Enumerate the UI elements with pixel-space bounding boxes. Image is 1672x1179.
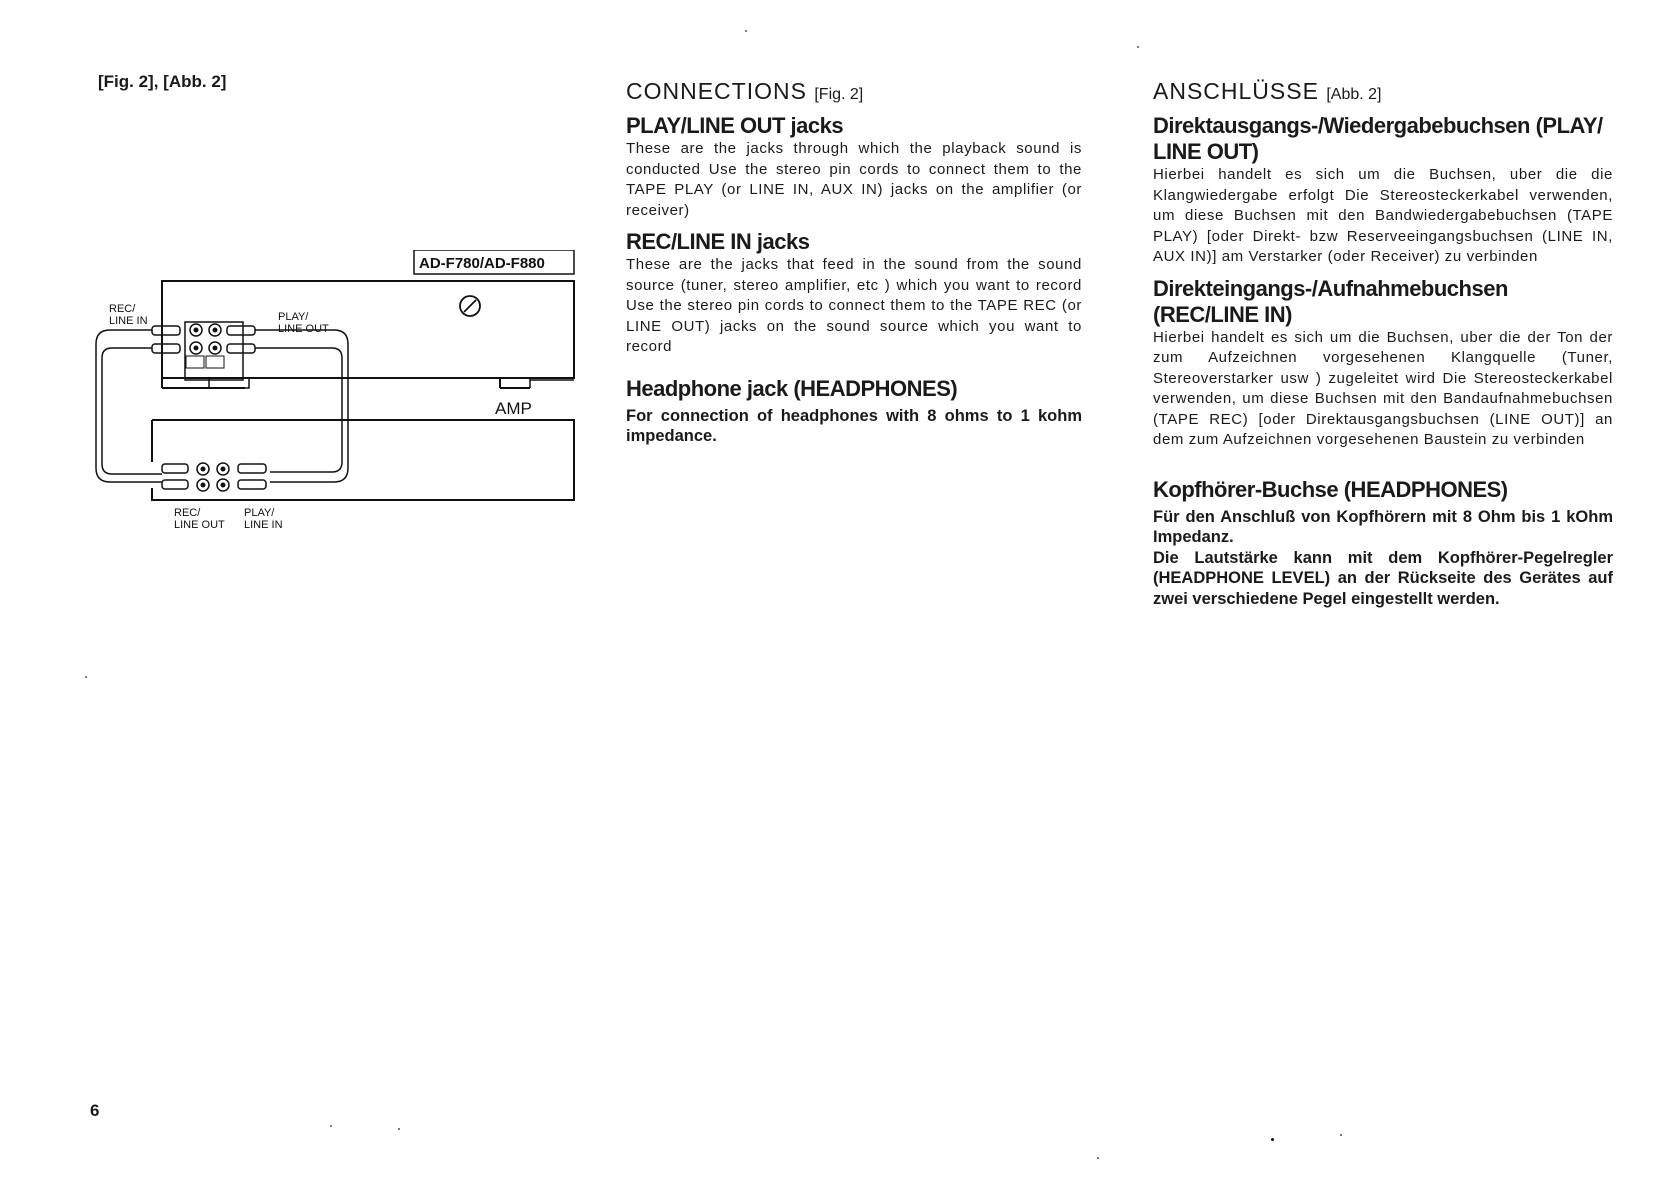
section-text: For connection of headphones with 8 ohms to 1 kohm impedance. <box>626 406 1082 445</box>
speck <box>398 1128 400 1130</box>
section-text: Für den Anschluß von Kopfhörern mit 8 Ohm bis 1 kOhm Impedanz. <box>1153 507 1613 546</box>
figure-label: [Fig. 2], [Abb. 2] <box>98 72 227 91</box>
section-text: These are the jacks that feed in the sound from the sound source (tuner, stereo amplifier, etc ) which you want to record Use the stereo pin cords to connect them to the TAPE REC (or LINE OUT) jacks on the sound source which you want to record <box>626 256 1082 355</box>
speck <box>330 1125 332 1127</box>
english-title: CONNECTIONS [Fig. 2] <box>626 78 864 104</box>
page-number: 6 <box>90 1101 100 1120</box>
deck-rec-label-1: REC/ <box>109 303 136 315</box>
deck-plugs-icon <box>152 326 255 353</box>
german-column <box>1153 78 1613 609</box>
amp-label: AMP <box>495 399 532 418</box>
english-column <box>626 78 1082 447</box>
cables <box>96 330 348 482</box>
section-text: Die Lautstärke kann mit dem Kopfhörer-Pegelregler (HEADPHONE LEVEL) an der Rückseite des Gerätes auf zwei verschiedene Pegel eingestellt werden. <box>1153 548 1613 608</box>
speck <box>1340 1134 1342 1136</box>
deck-rec-label-2: LINE IN <box>109 315 148 327</box>
section-text: These are the jacks through which the playback sound is conducted Use the stereo pin cords to connect them to the TAPE PLAY (or LINE IN, AUX IN) jacks on the amplifier (or receiver) <box>626 140 1082 219</box>
section-heading: REC/LINE IN jacks <box>626 229 810 254</box>
section-heading: Direkteingangs-/Aufnahmebuchsen (REC/LINE IN) <box>1153 275 1508 327</box>
deck-play-label-1: PLAY/ <box>278 311 309 323</box>
section-heading: Headphone jack (HEADPHONES) <box>626 375 958 401</box>
speck <box>1271 1138 1274 1141</box>
german-title: ANSCHLÜSSE [Abb. 2] <box>1153 78 1382 104</box>
amp-rec-label-1: REC/ <box>174 507 201 519</box>
deck-play-label-2: LINE OUT <box>278 323 329 335</box>
speck <box>1137 46 1139 48</box>
amp-rec-label-2: LINE OUT <box>174 519 225 531</box>
knob-icon <box>460 296 480 316</box>
speck <box>85 676 87 678</box>
model-label: AD-F780/AD-F880 <box>419 255 545 272</box>
section-heading: PLAY/LINE OUT jacks <box>626 113 844 138</box>
section-text: Hierbei handelt es sich um die Buchsen, uber die der Ton der zum Aufzeichnen vorgesehenen Klangquelle (Tuner, Stereoverstarker usw ) zugeleitet wird Die Stereosteckerkabel verwenden, um diese Buchsen mit den Bandaufnahmebuchsen (TAPE REC) [oder Direktausgangsbuchsen (LINE OUT)] an dem zum Aufzeichnen vorgesehenen Baustein zu verbinden <box>1153 328 1613 448</box>
speck <box>745 30 747 32</box>
section-heading: Kopfhörer-Buchse (HEADPHONES) <box>1153 476 1508 502</box>
amp-play-label-2: LINE IN <box>244 519 283 531</box>
section-text: Hierbei handelt es sich um die Buchsen, uber die die Klangwiedergabe erfolgt Die Stereosteckerkabel verwenden, um diese Buchsen mit den Bandwiedergabebuchsen (TAPE PLAY) [oder Direkt- bzw Reserveeingangsbuchsen (LINE IN, AUX IN)] am Verstarker (oder Receiver) zu verbinden <box>1153 166 1613 265</box>
connection-diagram <box>90 250 590 570</box>
speck <box>1097 1157 1099 1159</box>
deck-jacks-icon <box>186 324 224 368</box>
section-heading: Direktausgangs-/Wiedergabebuchsen (PLAY/ LINE OUT) <box>1153 113 1603 164</box>
amp-jacks-icon <box>162 463 266 491</box>
amp-play-label-1: PLAY/ <box>244 507 275 519</box>
